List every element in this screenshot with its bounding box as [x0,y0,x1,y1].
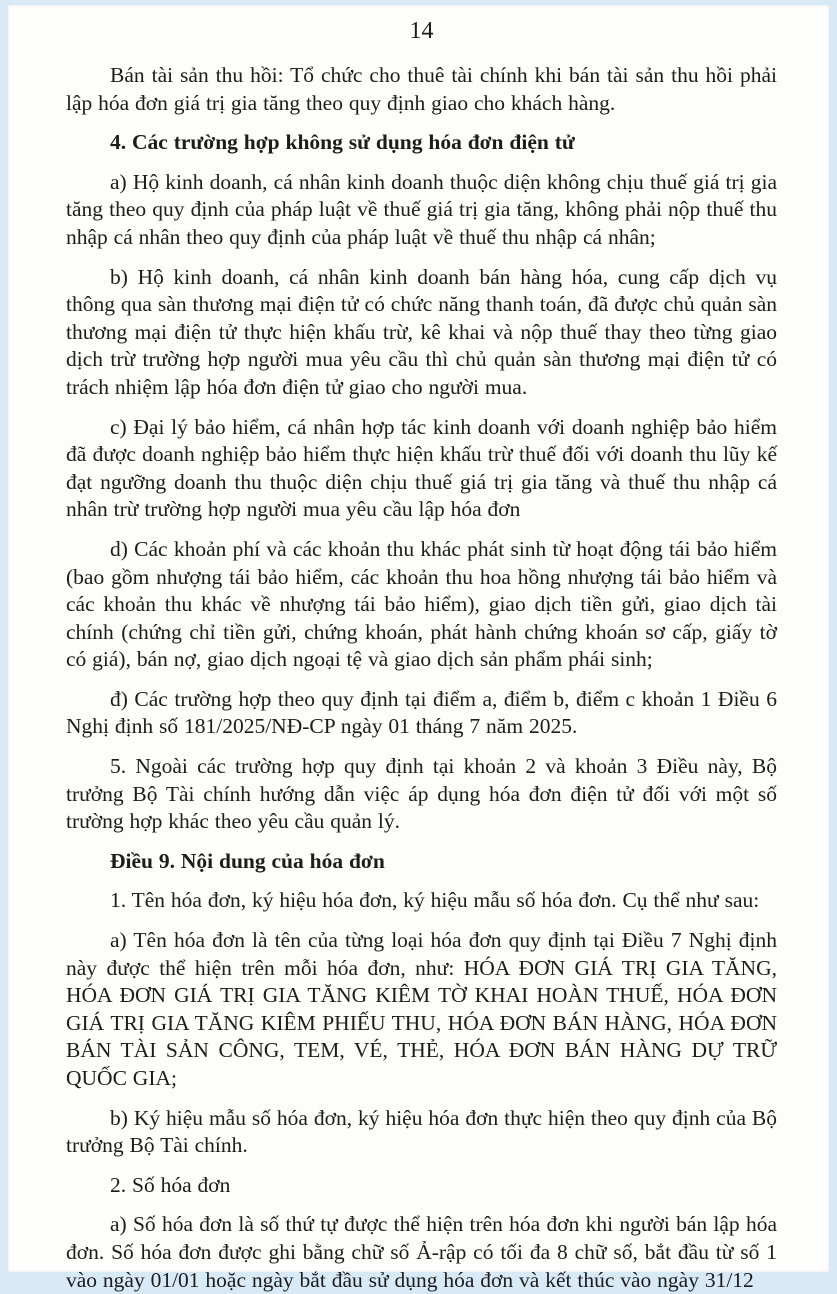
paragraph-ban-tai-san: Bán tài sản thu hồi: Tổ chức cho thuê tài chính khi bán tài sản thu hồi phải lập hóa đơn giá trị gia tăng theo quy định giao cho khách hàng. [66,63,777,115]
paragraph-item-4c: c) Đại lý bảo hiểm, cá nhân hợp tác kinh doanh với doanh nghiệp bảo hiểm đã được doanh nghiệp bảo hiểm thực hiện khấu trừ thuế đối với doanh thu lũy kế đạt ngưỡng doanh thu thuộc diện chịu thuế giá trị gia tăng và thuế thu nhập cá nhân trừ trường hợp người mua yêu cầu lập hóa đơn [66,414,777,522]
paragraph-item-9-2a: a) Số hóa đơn là số thứ tự được thể hiện trên hóa đơn khi người bán lập hóa đơn. Số hóa đơn được ghi bằng chữ số Ả-rập có tối đa 8 chữ số, bắt đầu từ số 1 vào ngày 01/01 hoặc ngày bắt đầu sử dụng hóa đơn và kết thúc vào ngày 31/12 [66,1212,777,1292]
article-9-heading: Điều 9. Nội dung của hóa đơn [110,848,385,873]
paragraph-item-9-1a: a) Tên hóa đơn là tên của từng loại hóa đơn quy định tại Điều 7 Nghị định này được thể hiện trên mỗi hóa đơn, như: HÓA ĐƠN GIÁ TRỊ GIA TĂNG, HÓA ĐƠN GIÁ TRỊ GIA TĂNG KIÊM TỜ KHAI HOÀN THUẾ, HÓA ĐƠN GIÁ TRỊ GIA TĂNG KIÊM PHIẾU THU, HÓA ĐƠN BÁN HÀNG, HÓA ĐƠN BÁN TÀI SẢN CÔNG, TEM, VÉ, THẺ, HÓA ĐƠN BÁN HÀNG DỰ TRỮ QUỐC GIA; [66,928,777,1090]
paragraph-item-9-1b: b) Ký hiệu mẫu số hóa đơn, ký hiệu hóa đơn thực hiện theo quy định của Bộ trưởng Bộ Tài chính. [66,1105,777,1158]
page-number: 14 [409,18,434,44]
paragraph-item-4d: d) Các khoản phí và các khoản thu khác phát sinh từ hoạt động tái bảo hiểm (bao gồm nhượng tái bảo hiểm, các khoản thu hoa hồng nhượng tái bảo hiểm và các khoản thu khác về nhượng tái bảo hiểm), giao dịch tiền gửi, giao dịch tài chính (chứng chỉ tiền gửi, chứng khoán, phát hành chứng khoán sơ cấp, giấy tờ có giá), bán nợ, giao dịch ngoại tệ và giao dịch sản phẩm phái sinh; [66,536,777,672]
document-page [8,5,829,1292]
paragraph-item-9-1: 1. Tên hóa đơn, ký hiệu hóa đơn, ký hiệu mẫu số hóa đơn. Cụ thể như sau: [110,888,760,913]
paragraph-item-9-2: 2. Số hóa đơn [110,1172,231,1197]
paragraph-item-4a: a) Hộ kinh doanh, cá nhân kinh doanh thuộc diện không chịu thuế giá trị gia tăng theo quy định của pháp luật về thuế giá trị gia tăng, không phải nộp thuế thu nhập cá nhân theo quy định của pháp luật về thuế thu nhập cá nhân; [66,169,777,249]
section-4-heading: 4. Các trường hợp không sử dụng hóa đơn điện tử [110,130,575,155]
paragraph-item-4b: b) Hộ kinh doanh, cá nhân kinh doanh bán hàng hóa, cung cấp dịch vụ thông qua sàn thương mại điện tử có chức năng thanh toán, đã được chủ quản sàn thương mại điện tử thực hiện khấu trừ, kê khai và nộp thuế thay theo từng giao dịch trừ trường hợp người mua yêu cầu thì chủ quản sàn thương mại điện tử có trách nhiệm lập hóa đơn điện tử giao cho người mua. [66,264,777,399]
paragraph-item-4dd: đ) Các trường hợp theo quy định tại điểm a, điểm b, điểm c khoản 1 Điều 6 Nghị định số 181/2025/NĐ-CP ngày 01 tháng 7 năm 2025. [66,686,777,739]
paragraph-item-5: 5. Ngoài các trường hợp quy định tại khoản 2 và khoản 3 Điều này, Bộ trưởng Bộ Tài chính hướng dẫn việc áp dụng hóa đơn điện tử đối với một số trường hợp khác theo yêu cầu quản lý. [66,754,777,834]
